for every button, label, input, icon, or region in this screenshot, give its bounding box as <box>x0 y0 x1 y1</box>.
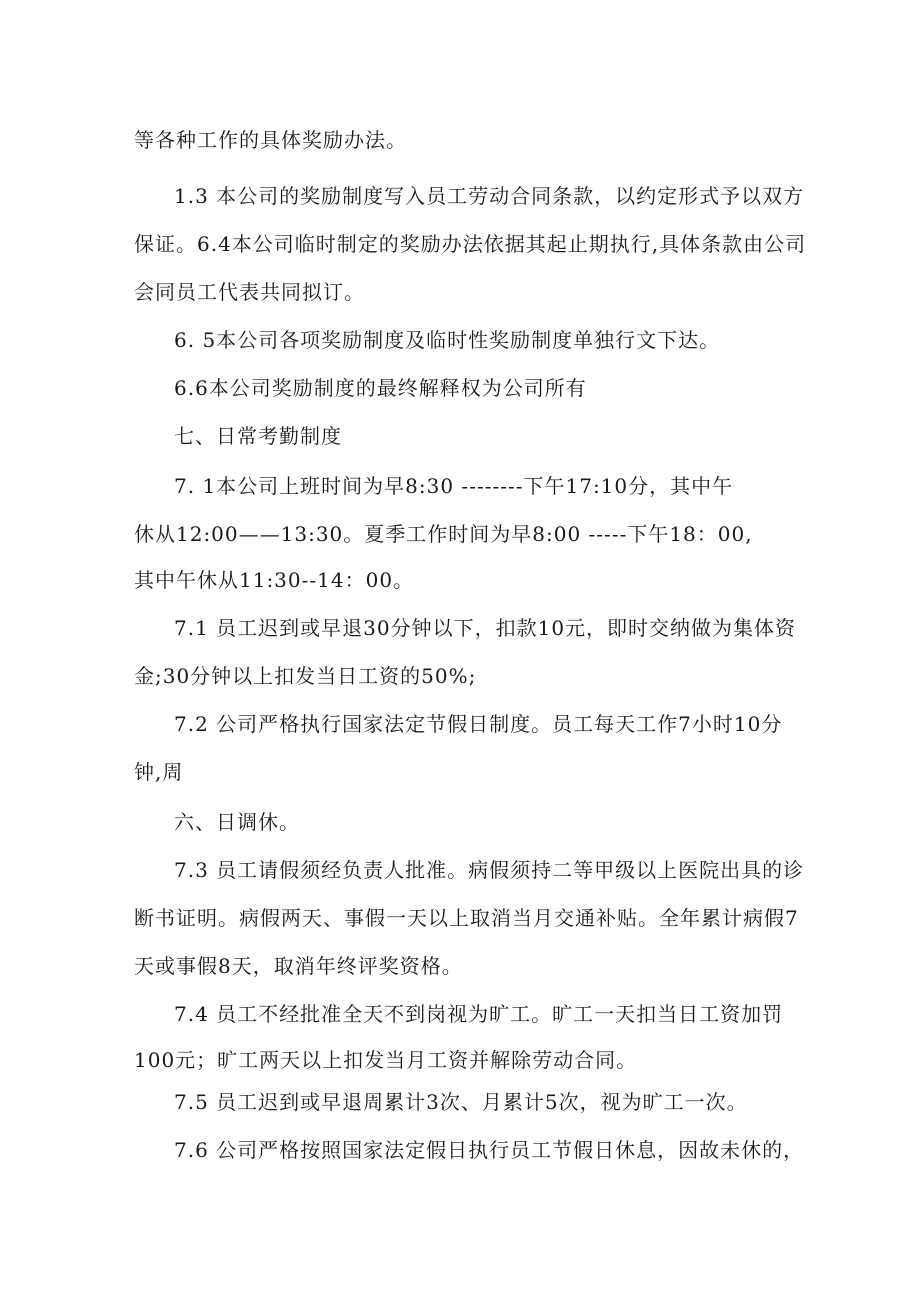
text-line: 断书证明。病假两天、事假一天以上取消当月交通补贴。全年累计病假7 <box>134 906 799 930</box>
text-line: 7. 1本公司上班时间为早8:30 --------下午17:10分，其中午 <box>174 474 734 498</box>
text-line: 六、日调休。 <box>174 810 300 834</box>
text-line: 等各种工作的具体奖励办法。 <box>134 128 407 152</box>
text-line: 钟,周 <box>134 760 184 784</box>
text-line: 100元；旷工两天以上扣发当月工资并解除劳动合同。 <box>134 1048 638 1072</box>
text-line: 7.2 公司严格执行国家法定节假日制度。员工每天工作7小时10分 <box>174 712 783 736</box>
text-line: 休从12:00——13:30。夏季工作时间为早8:00 -----下午18：00, <box>134 522 753 546</box>
text-line: 7.5 员工迟到或早退周累计3次、月累计5次，视为旷工一次。 <box>174 1090 748 1114</box>
text-line: 会同员工代表共同拟订。 <box>134 280 365 304</box>
text-line: 6. 5本公司各项奖励制度及临时性奖励制度单独行文下达。 <box>174 328 721 352</box>
text-line: 金;30分钟以上扣发当日工资的50%; <box>134 664 477 688</box>
text-line: 7.6 公司严格按照国家法定假日执行员工节假日休息，因故未休的， <box>174 1138 805 1162</box>
text-line: 7.1 员工迟到或早退30分钟以下，扣款10元，即时交纳做为集体资 <box>174 616 797 640</box>
text-line: 其中午休从11:30--14：00。 <box>134 568 415 592</box>
section-heading: 七、日常考勤制度 <box>174 424 342 448</box>
text-line: 7.4 员工不经批准全天不到岗视为旷工。旷工一天扣当日工资加罚 <box>174 1002 784 1026</box>
text-line: 保证。6.4本公司临时制定的奖励办法依据其起止期执行,具体条款由公司 <box>134 232 807 256</box>
text-line: 天或事假8天，取消年终评奖资格。 <box>134 954 463 978</box>
text-line: 1.3 本公司的奖励制度写入员工劳动合同条款，以约定形式予以双方 <box>174 184 805 208</box>
text-line: 6.6本公司奖励制度的最终解释权为公司所有 <box>174 376 587 400</box>
text-line: 7.3 员工请假须经负责人批准。病假须持二等甲级以上医院出具的诊 <box>174 858 805 882</box>
